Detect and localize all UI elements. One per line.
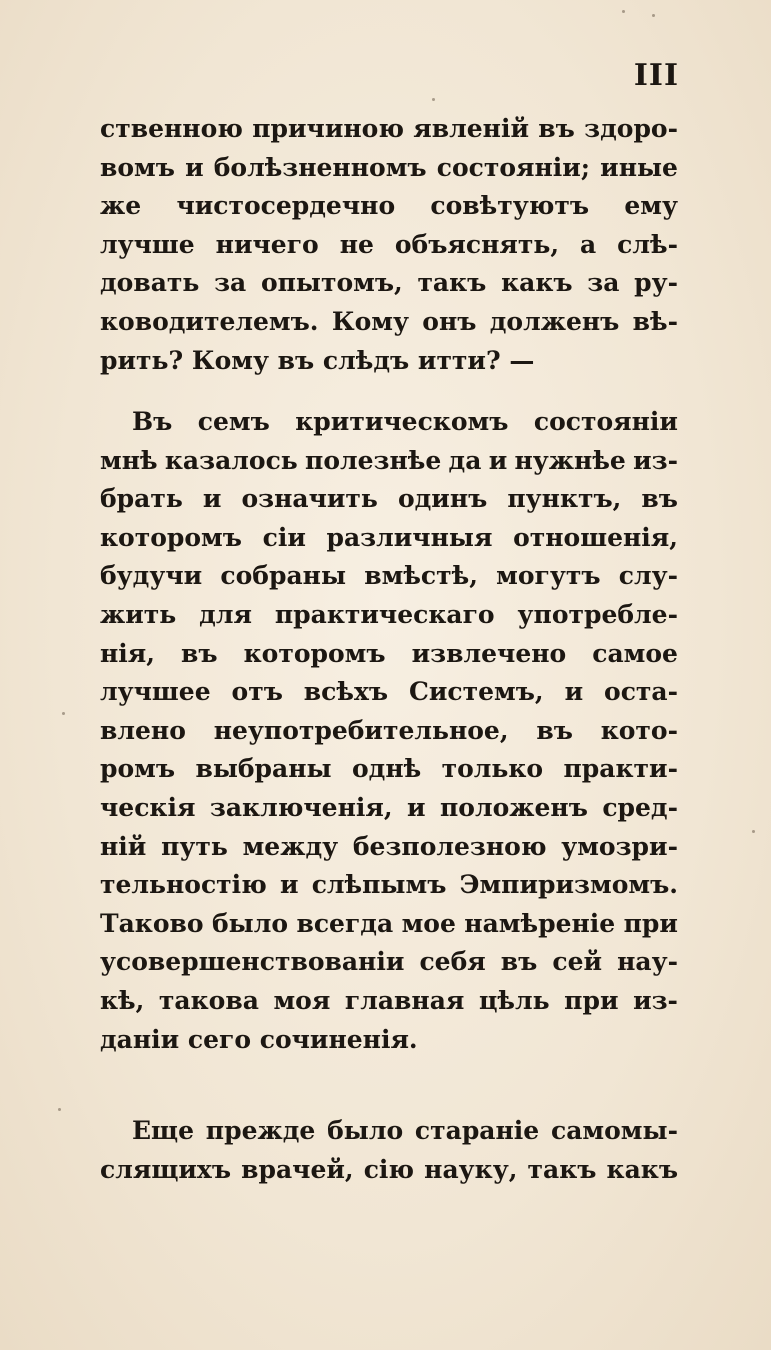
text-line: ній путь между безполезною умозри-: [100, 831, 678, 861]
text-line: нія, въ которомъ извлечено самое: [100, 638, 678, 668]
text-line: даніи сего сочиненія.: [100, 1024, 418, 1054]
paragraph: [100, 403, 678, 1059]
text-line: ководителемъ. Кому онъ долженъ вѣ-: [100, 306, 678, 336]
text-line: вомъ и болѣзненномъ состояніи; иные: [100, 152, 678, 182]
text-line: ственною причиною явленій въ здоро-: [100, 114, 678, 143]
paragraph: [100, 110, 678, 380]
text-line: довать за опытомъ, такъ какъ за ру-: [100, 268, 678, 298]
text-line: ческія заключенія, и положенъ сред-: [100, 792, 678, 822]
text-line: лучше ничего не объяснять, а слѣ-: [100, 229, 678, 259]
text-line: же чистосердечно совѣтуютъ ему: [100, 191, 678, 221]
scan-speck: [58, 1108, 61, 1111]
text-line: брать и означить одинъ пунктъ, въ: [100, 484, 678, 514]
text-line: кѣ, такова моя главная цѣль при из-: [100, 985, 678, 1015]
page-number: III: [633, 58, 679, 93]
scan-speck: [652, 14, 655, 17]
scan-speck: [62, 712, 65, 715]
text-line: жить для практическаго употребле-: [100, 599, 678, 629]
text-line: которомъ сіи различныя отношенія,: [100, 522, 678, 552]
text-line: ромъ выбраны однѣ только практи-: [100, 754, 678, 784]
text-line: Таково было всегда мое намѣреніе при: [100, 908, 678, 938]
text-line: влено неупотребительное, въ кото-: [100, 715, 678, 745]
text-line: тельностію и слѣпымъ Эмпиризмомъ.: [100, 870, 678, 900]
scan-speck: [752, 830, 755, 833]
text-line: будучи собраны вмѣстѣ, могутъ слу-: [100, 561, 678, 591]
text-line: мнѣ казалось полезнѣе да и нужнѣе из-: [100, 445, 678, 475]
text-line: Въ семъ критическомъ состояніи: [132, 407, 678, 436]
text-line: слящихъ врачей, сію науку, такъ какъ: [100, 1154, 678, 1184]
text-line: Еще прежде было стараніе самомы-: [132, 1116, 678, 1145]
scan-speck: [432, 98, 435, 101]
text-line: лучшее отъ всѣхъ Системъ, и оста-: [100, 677, 678, 707]
text-line: рить? Кому въ слѣдъ итти? —: [100, 345, 535, 375]
text-line: усовершенствованіи себя въ сей нау-: [100, 947, 678, 977]
scan-speck: [622, 10, 625, 13]
paragraph: [100, 1112, 678, 1189]
